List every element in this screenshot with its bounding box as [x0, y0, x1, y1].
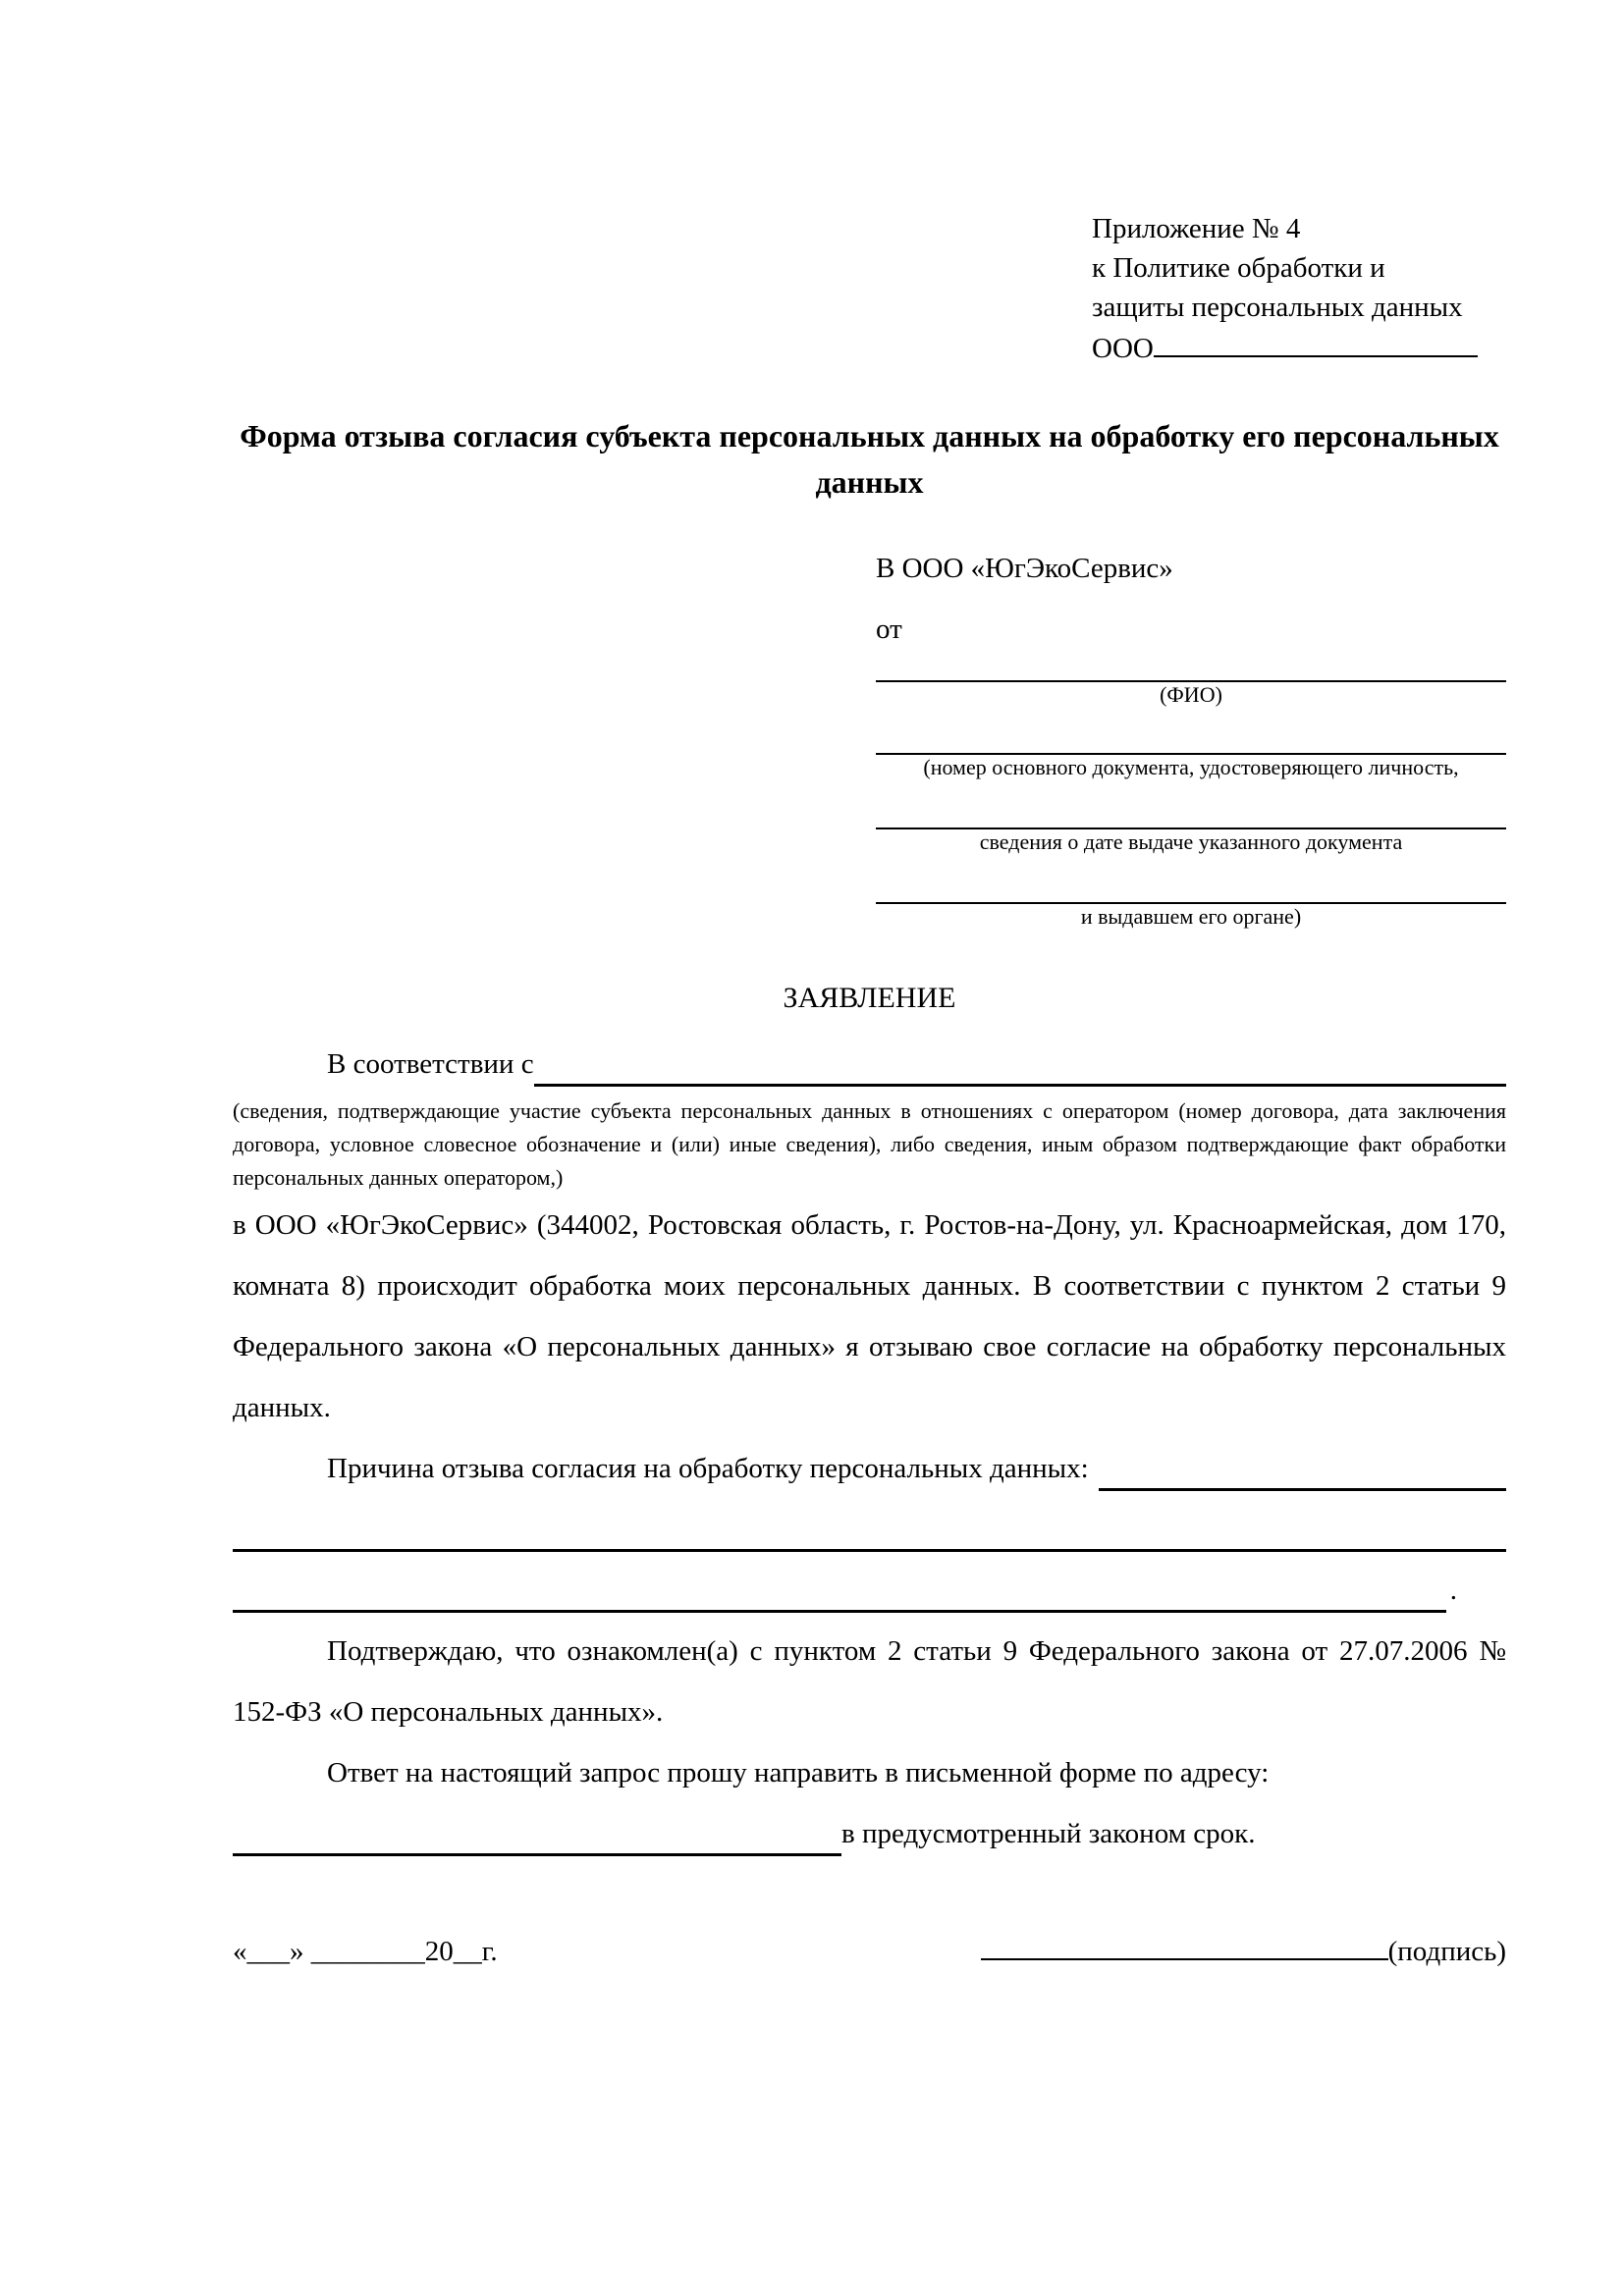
reply-suffix: в предусмотренный законом срок. [841, 1818, 1256, 1849]
reason-blank-row-2 [233, 1560, 1506, 1621]
document-title: Форма отзыва согласия субъекта персональных данных на обработку его персональных данных [240, 418, 1499, 500]
issue-date-caption: сведения о дате выдаче указанного документа [979, 829, 1403, 854]
reason-row [233, 1438, 1506, 1499]
small-print-note: (сведения, подтверждающие участие субъекта персональных данных в отношениях с оператором (номер договора, дата заключения договора, условное словесное обозначение и (или) иные сведения), либо сведения, иным образом подтверждающие факт обработки персональных данных оператором,) [233, 1098, 1506, 1190]
addressee-from-label: от [876, 614, 902, 645]
signature-caption: (подпись) [1387, 1936, 1506, 1967]
reason-label: Причина отзыва согласия на обработку персональных данных: [327, 1453, 1089, 1484]
signature-group [981, 1936, 1506, 1968]
issuing-authority-caption: и выдавшем его органе) [1080, 904, 1302, 929]
reply-address-row [233, 1803, 1506, 1864]
issuing-authority-blank-line[interactable] [876, 855, 1506, 904]
appendix-line-2: к Политике обработки и [1092, 252, 1385, 284]
signature-blank-line[interactable] [981, 1958, 1388, 1960]
reply-paragraph: Ответ на настоящий запрос прошу направить в письменной форме по адресу: [327, 1757, 1270, 1789]
appendix-ooo-line [1092, 327, 1506, 368]
date-line[interactable]: «___» ________20__г. [233, 1936, 498, 1967]
accordance-row [233, 1034, 1506, 1095]
reply-address-blank-line[interactable] [233, 1853, 841, 1856]
reason-blank-line-short[interactable] [1099, 1488, 1506, 1491]
fio-blank-line[interactable] [876, 647, 1506, 682]
footer-row [233, 1907, 1506, 1968]
ooo-prefix: ООО [1092, 333, 1154, 364]
doc-number-caption: (номер основного документа, удостоверяющего личность, [923, 755, 1459, 779]
reason-blank-line-1[interactable] [233, 1549, 1506, 1552]
confirm-paragraph: Подтверждаю, что ознакомлен(а) с пунктом 2 статьи 9 Федерального закона от 27.07.2006 № 152-ФЗ «О персональных данных». [233, 1635, 1506, 1728]
ooo-name-blank-line[interactable] [1154, 327, 1478, 357]
trailing-period: . [1449, 1575, 1457, 1606]
fio-caption: (ФИО) [1160, 682, 1222, 707]
appendix-block [1092, 209, 1506, 368]
issue-date-blank-line[interactable] [876, 780, 1506, 829]
addressee-block [876, 551, 1506, 930]
reason-blank-line-2[interactable] [233, 1610, 1446, 1613]
addressee-to: В ООО «ЮгЭкоСервис» [876, 553, 1173, 584]
appendix-line-1: Приложение № 4 [1092, 213, 1301, 244]
reason-blank-row-1 [233, 1499, 1506, 1560]
statement-heading: ЗАЯВЛЕНИЕ [783, 982, 956, 1014]
doc-number-blank-line[interactable] [876, 708, 1506, 755]
accordance-blank-line[interactable] [534, 1084, 1506, 1087]
appendix-line-3: защиты персональных данных [1092, 292, 1463, 323]
accordance-prefix: В соответствии с [327, 1048, 534, 1080]
processing-paragraph: в ООО «ЮгЭкоСервис» (344002, Ростовская область, г. Ростов-на-Дону, ул. Красноармейская, дом 170, комната 8) происходит обработка моих персональных данных. В соответствии с пунктом 2 статьи 9 Федерального закона «О персональных данных» я отзываю свое согласие на обработку персональных данных. [233, 1209, 1506, 1423]
